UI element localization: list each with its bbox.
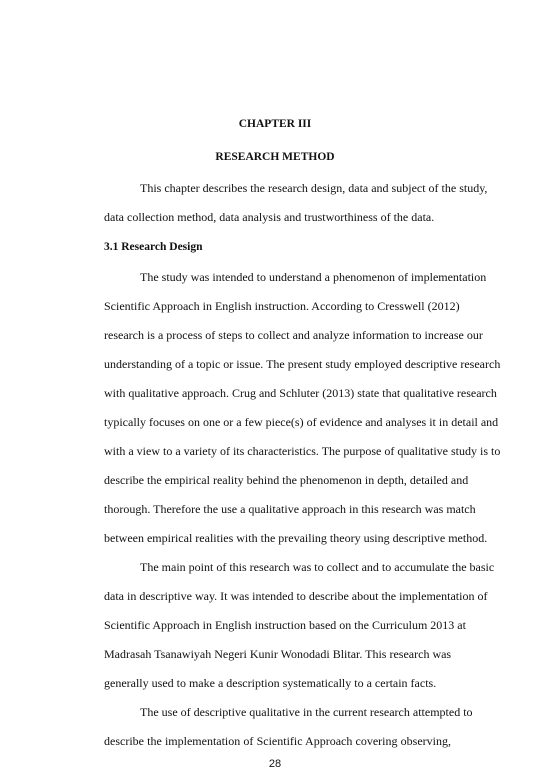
chapter-title: RESEARCH METHOD <box>215 151 335 163</box>
page-number: 28 <box>268 758 282 770</box>
paragraph-line: with a view to a variety of its characteristics. The purpose of qualitative study is to <box>104 444 501 458</box>
paragraph-line: Scientific Approach in English instruction based on the Curriculum 2013 at <box>104 618 466 632</box>
paragraph-line: Madrasah Tsanawiyah Negeri Kunir Wonodadi Blitar. This research was <box>104 647 452 661</box>
paragraph-line: research is a process of steps to collect and analyze information to increase our <box>104 328 483 342</box>
paragraph-line: Scientific Approach in English instruction. According to Cresswell (2012) <box>104 299 460 313</box>
paragraph-line: data in descriptive way. It was intended to describe about the implementation of <box>104 589 488 603</box>
paragraph-line: between empirical realities with the prevailing theory using descriptive method. <box>104 531 488 545</box>
paragraph-line: The use of descriptive qualitative in the current research attempted to <box>140 705 473 719</box>
paragraph-line: with qualitative approach. Crug and Schluter (2013) state that qualitative research <box>104 386 497 400</box>
intro-line: This chapter describes the research design, data and subject of the study, <box>140 181 488 195</box>
intro-line: data collection method, data analysis and trustworthiness of the data. <box>104 210 435 224</box>
paragraph-line: describe the implementation of Scientific Approach covering observing, <box>104 734 451 748</box>
paragraph-line: typically focuses on one or a few piece(s) of evidence and analyses it in detail and <box>104 415 499 429</box>
paragraph-line: generally used to make a description systematically to a certain facts. <box>104 676 437 690</box>
chapter-label: CHAPTER III <box>238 118 312 130</box>
paragraph-line: understanding of a topic or issue. The present study employed descriptive research <box>104 357 501 371</box>
section-heading: 3.1 Research Design <box>104 241 203 253</box>
paragraph-line: The study was intended to understand a phenomenon of implementation <box>140 270 487 284</box>
paragraph-line: thorough. Therefore the use a qualitative approach in this research was match <box>104 502 476 516</box>
paragraph-line: The main point of this research was to collect and to accumulate the basic <box>140 560 495 574</box>
paragraph-line: describe the empirical reality behind the phenomenon in depth, detailed and <box>104 473 469 487</box>
